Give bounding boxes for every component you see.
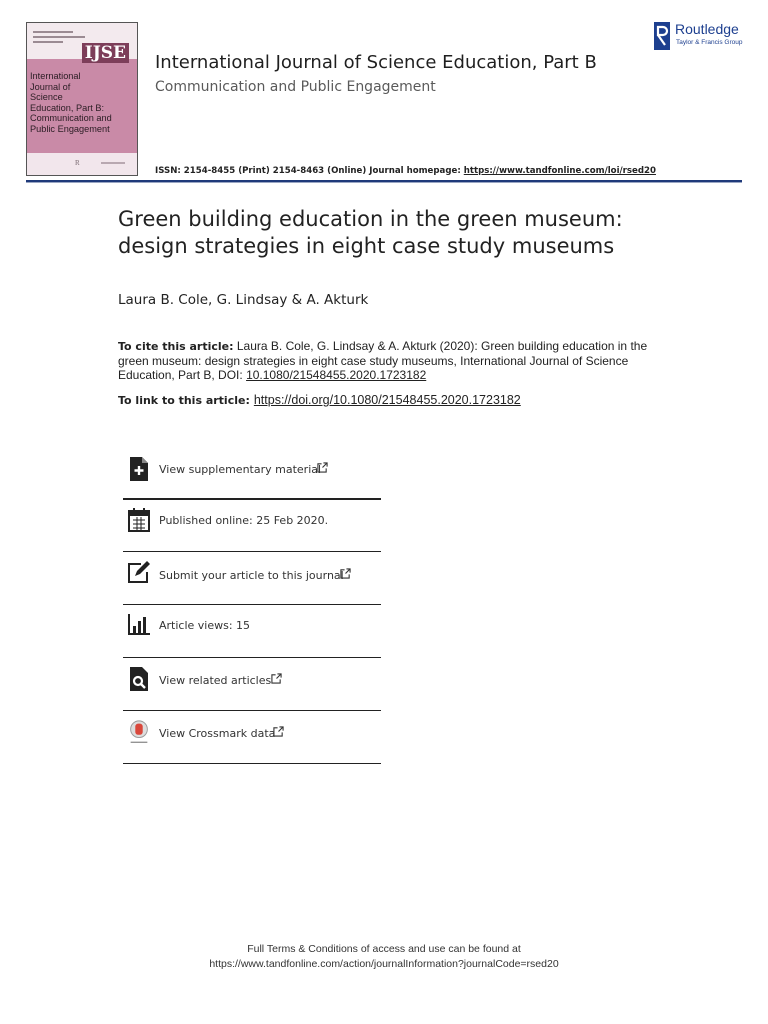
cite-doi-link[interactable]: 10.1080/21548455.2020.1723182 — [246, 368, 427, 382]
panel-divider — [123, 710, 381, 711]
journal-cover-thumbnail — [26, 22, 138, 176]
issn-text: ISSN: 2154-8455 (Print) 2154-8463 (Online) Journal homepage: — [155, 166, 464, 176]
header-rule-thin — [26, 182, 742, 183]
publisher-name: Routledge — [675, 21, 739, 37]
cover-publisher-mark: R — [75, 159, 80, 167]
supplementary-material-row[interactable] — [123, 456, 381, 486]
journal-subtitle: Communication and Public Engagement — [155, 79, 436, 95]
panel-divider — [123, 604, 381, 605]
cover-mark: IJSE — [82, 43, 129, 63]
submit-article-row[interactable] — [123, 560, 381, 590]
panel-divider — [123, 763, 381, 764]
article-title: Green building education in the green museum: design strategies in eight case study museums — [118, 207, 623, 258]
article-doi-link[interactable]: https://doi.org/10.1080/21548455.2020.1723182 — [253, 393, 521, 407]
crossmark-row[interactable] — [123, 719, 381, 749]
panel-divider — [123, 657, 381, 658]
crossmark-icon — [127, 719, 151, 745]
external-link-icon — [271, 673, 282, 684]
routledge-logo-icon — [654, 22, 670, 50]
panel-divider — [123, 551, 381, 552]
footer-terms-url[interactable]: https://www.tandfonline.com/action/journalInformation?journalCode=rsed20 — [209, 958, 559, 970]
calendar-icon — [127, 507, 151, 533]
published-online-label: Published online: 25 Feb 2020. — [159, 514, 329, 527]
external-link-icon — [273, 726, 284, 737]
related-articles-row[interactable] — [123, 666, 381, 696]
footer-terms-text: Full Terms & Conditions of access and use can be found at — [247, 943, 521, 955]
cite-label: To cite this article: — [118, 340, 234, 353]
external-link-icon — [340, 568, 351, 579]
issn-line — [155, 166, 656, 176]
link-label: To link to this article: — [118, 394, 250, 407]
edit-icon — [127, 560, 151, 586]
article-views-label: Article views: 15 — [159, 619, 251, 632]
published-online-row — [123, 507, 381, 537]
cover-bottom-band — [27, 153, 137, 175]
search-document-icon — [127, 666, 151, 692]
bar-chart-icon — [127, 612, 151, 638]
publisher-group: Taylor & Francis Group — [676, 39, 743, 46]
crossmark-label: View Crossmark data — [159, 727, 276, 740]
supplementary-label: View supplementary material — [159, 463, 322, 476]
panel-divider — [123, 498, 381, 500]
citation-block — [118, 339, 658, 382]
cover-title: International Journal of Science Education, Part B: Communication and Public Engagement — [30, 71, 112, 134]
article-link-row — [118, 393, 521, 407]
article-authors: Laura B. Cole, G. Lindsay & A. Akturk — [118, 292, 369, 308]
file-plus-icon — [127, 456, 151, 482]
journal-homepage-link[interactable]: https://www.tandfonline.com/loi/rsed20 — [463, 166, 656, 176]
external-link-icon — [317, 462, 328, 473]
cite-text: Laura B. Cole, G. Lindsay & A. Akturk (2020): Green building education in the green museum: design strategies in eight case study museums, International Journal of Science Education, Part B, DOI: — [118, 339, 648, 382]
journal-title: International Journal of Science Education, Part B — [155, 52, 597, 73]
related-articles-label: View related articles — [159, 674, 272, 687]
article-views-row — [123, 612, 381, 642]
submit-article-label: Submit your article to this journal — [159, 569, 344, 582]
